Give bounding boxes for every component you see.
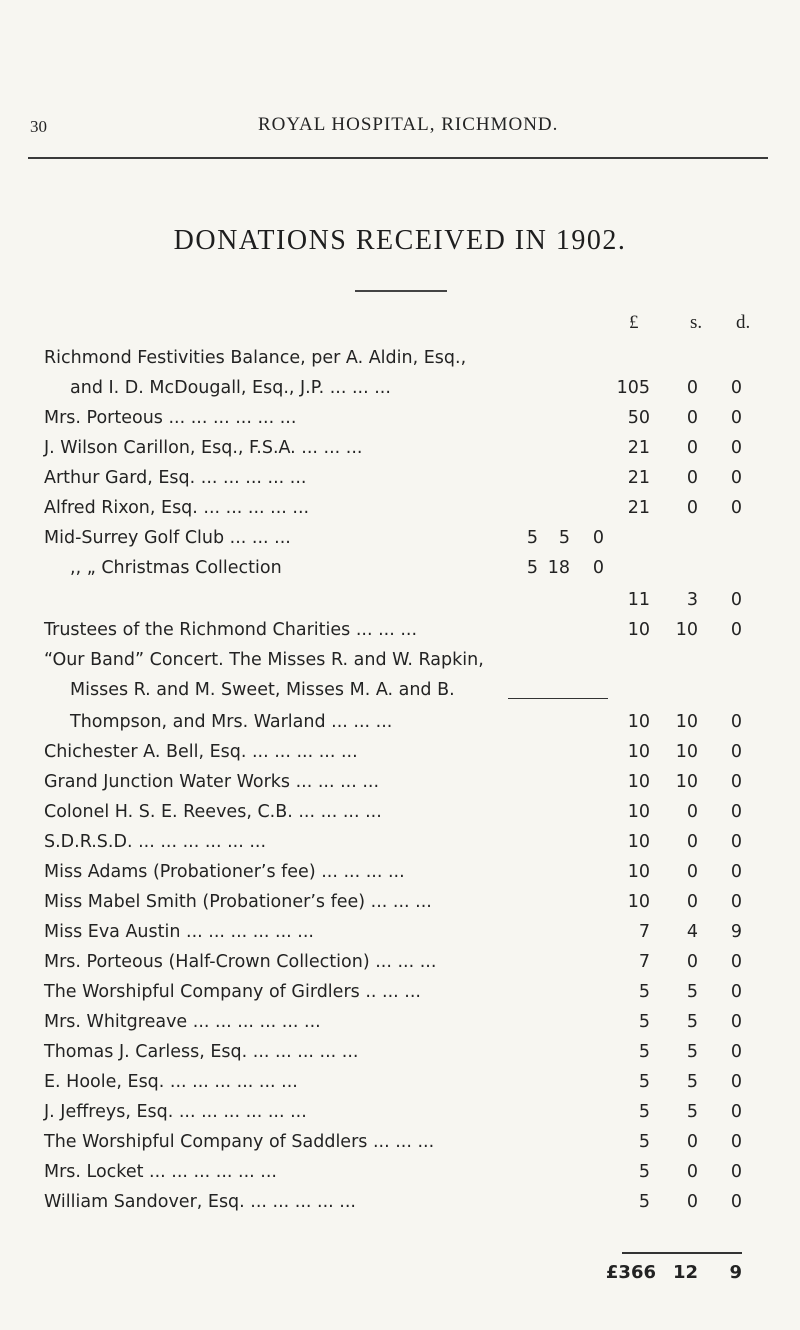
donor-line: Arthur Gard, Esq. ... ... ... ... ...	[44, 468, 307, 488]
amount-pence: 0	[730, 438, 742, 458]
amount-shillings: 10	[675, 742, 698, 762]
donor-line: Grand Junction Water Works ... ... ... ...	[44, 772, 380, 792]
donor-line: Trustees of the Richmond Charities ... ... ...	[44, 620, 418, 640]
donor-line: Chichester A. Bell, Esq. ... ... ... ... ...	[44, 742, 358, 762]
amount-pounds: 10	[627, 620, 650, 640]
donor-line: Miss Mabel Smith (Probationer’s fee) ... ... ...	[44, 892, 432, 912]
amount-shillings: 0	[686, 802, 698, 822]
amount-shillings: 0	[686, 438, 698, 458]
amount-pence: 0	[730, 1132, 742, 1152]
amount-shillings: 0	[686, 952, 698, 972]
donor-line: Thomas J. Carless, Esq. ... ... ... ... ...	[44, 1042, 359, 1062]
donor-line: “Our Band” Concert. The Misses R. and W. Rapkin,	[44, 650, 484, 670]
amount-shillings: 3	[686, 590, 698, 610]
donor-line: Mrs. Porteous ... ... ... ... ... ...	[44, 408, 297, 428]
total-pounds: £366	[605, 1262, 656, 1283]
amount-pence: 9	[730, 922, 742, 942]
amount-pounds: 10	[627, 862, 650, 882]
sub-pence: 0	[592, 558, 604, 578]
amount-shillings: 0	[686, 892, 698, 912]
page-number: 30	[30, 117, 47, 136]
amount-pounds: 50	[627, 408, 650, 428]
amount-pounds: 5	[638, 982, 650, 1002]
amount-pounds: 7	[638, 922, 650, 942]
amount-pounds: 5	[638, 1162, 650, 1182]
amount-pence: 0	[730, 378, 742, 398]
total-shillings: 12	[672, 1262, 698, 1283]
amount-pence: 0	[730, 982, 742, 1002]
amount-pounds: 5	[638, 1042, 650, 1062]
shillings-column-header: s.	[690, 312, 703, 333]
sub-pence: 0	[592, 528, 604, 548]
amount-shillings: 0	[686, 498, 698, 518]
amount-pounds: 10	[627, 772, 650, 792]
amount-shillings: 5	[686, 1102, 698, 1122]
amount-pounds: 21	[627, 468, 650, 488]
donor-line: The Worshipful Company of Girdlers .. ... ...	[44, 982, 421, 1002]
sub-shillings: 5	[558, 528, 570, 548]
amount-shillings: 4	[686, 922, 698, 942]
amount-pounds: 5	[638, 1132, 650, 1152]
donor-line: Mrs. Locket ... ... ... ... ... ...	[44, 1162, 277, 1182]
amount-pence: 0	[730, 620, 742, 640]
sub-pounds: 5	[526, 558, 538, 578]
donor-line: J. Wilson Carillon, Esq., F.S.A. ... ... ...	[44, 438, 363, 458]
running-title: ROYAL HOSPITAL, RICHMOND.	[258, 114, 559, 135]
page-title: DONATIONS RECEIVED IN 1902.	[173, 225, 627, 256]
amount-pence: 0	[730, 1042, 742, 1062]
amount-shillings: 5	[686, 1072, 698, 1092]
amount-pence: 0	[730, 892, 742, 912]
amount-shillings: 5	[686, 1012, 698, 1032]
pence-column-header: d.	[736, 312, 751, 333]
donor-line: Alfred Rixon, Esq. ... ... ... ... ...	[44, 498, 310, 518]
donor-line: Richmond Festivities Balance, per A. Aldin, Esq.,	[44, 348, 467, 368]
amount-shillings: 0	[686, 408, 698, 428]
amount-shillings: 0	[686, 862, 698, 882]
amount-pounds: 10	[627, 832, 650, 852]
total-pence: 9	[729, 1262, 742, 1283]
amount-pence: 0	[730, 742, 742, 762]
donor-line: S.D.R.S.D. ... ... ... ... ... ...	[44, 832, 267, 852]
amount-pence: 0	[730, 1162, 742, 1182]
donor-line: Misses R. and M. Sweet, Misses M. A. and B.	[70, 680, 455, 700]
amount-pounds: 10	[627, 802, 650, 822]
amount-shillings: 5	[686, 982, 698, 1002]
amount-pence: 0	[730, 1192, 742, 1212]
header-rule	[28, 157, 768, 159]
amount-pence: 0	[730, 1102, 742, 1122]
amount-pence: 0	[730, 712, 742, 732]
amount-pence: 0	[730, 468, 742, 488]
amount-shillings: 10	[675, 620, 698, 640]
donor-line: Colonel H. S. E. Reeves, C.B. ... ... ... ...	[44, 802, 382, 822]
amount-pounds: 105	[616, 378, 650, 398]
donor-line: E. Hoole, Esq. ... ... ... ... ... ...	[44, 1072, 298, 1092]
amount-pounds: 21	[627, 498, 650, 518]
amount-pence: 0	[730, 832, 742, 852]
amount-shillings: 0	[686, 1192, 698, 1212]
total-rule	[622, 1252, 742, 1254]
amount-pence: 0	[730, 498, 742, 518]
amount-pence: 0	[730, 408, 742, 428]
amount-pounds: 7	[638, 952, 650, 972]
amount-shillings: 0	[686, 1162, 698, 1182]
amount-pounds: 5	[638, 1102, 650, 1122]
amount-shillings: 0	[686, 1132, 698, 1152]
amount-pence: 0	[730, 1012, 742, 1032]
amount-shillings: 0	[686, 832, 698, 852]
amount-pence: 0	[730, 772, 742, 792]
amount-pence: 0	[730, 862, 742, 882]
donor-line: Miss Adams (Probationer’s fee) ... ... ... ...	[44, 862, 405, 882]
amount-shillings: 5	[686, 1042, 698, 1062]
sub-shillings: 18	[547, 558, 570, 578]
amount-pence: 0	[730, 802, 742, 822]
donor-line: J. Jeffreys, Esq. ... ... ... ... ... ...	[44, 1102, 307, 1122]
amount-pounds: 21	[627, 438, 650, 458]
donor-line: Mrs. Porteous (Half-Crown Collection) ... ... ...	[44, 952, 437, 972]
amount-shillings: 0	[686, 378, 698, 398]
subtotal-rule	[508, 698, 608, 699]
donor-line: Thompson, and Mrs. Warland ... ... ...	[70, 712, 393, 732]
donor-line: Mid-Surrey Golf Club ... ... ...	[44, 528, 291, 548]
pounds-column-header: £	[629, 312, 639, 333]
donor-line: William Sandover, Esq. ... ... ... ... ...	[44, 1192, 356, 1212]
amount-shillings: 0	[686, 468, 698, 488]
donor-line: Mrs. Whitgreave ... ... ... ... ... ...	[44, 1012, 321, 1032]
donor-line: and I. D. McDougall, Esq., J.P. ... ... ...	[70, 378, 391, 398]
amount-pence: 0	[730, 952, 742, 972]
amount-pounds: 10	[627, 892, 650, 912]
amount-pounds: 5	[638, 1012, 650, 1032]
amount-pounds: 5	[638, 1072, 650, 1092]
amount-pence: 0	[730, 1072, 742, 1092]
amount-pounds: 10	[627, 712, 650, 732]
amount-pence: 0	[730, 590, 742, 610]
amount-pounds: 5	[638, 1192, 650, 1212]
amount-pounds: 10	[627, 742, 650, 762]
sub-pounds: 5	[526, 528, 538, 548]
donor-line: ,, „ Christmas Collection	[70, 558, 282, 578]
donor-line: Miss Eva Austin ... ... ... ... ... ...	[44, 922, 314, 942]
title-rule	[355, 290, 447, 292]
amount-shillings: 10	[675, 712, 698, 732]
amount-shillings: 10	[675, 772, 698, 792]
donor-line: The Worshipful Company of Saddlers ... ... ...	[44, 1132, 435, 1152]
amount-pounds: 11	[627, 590, 650, 610]
